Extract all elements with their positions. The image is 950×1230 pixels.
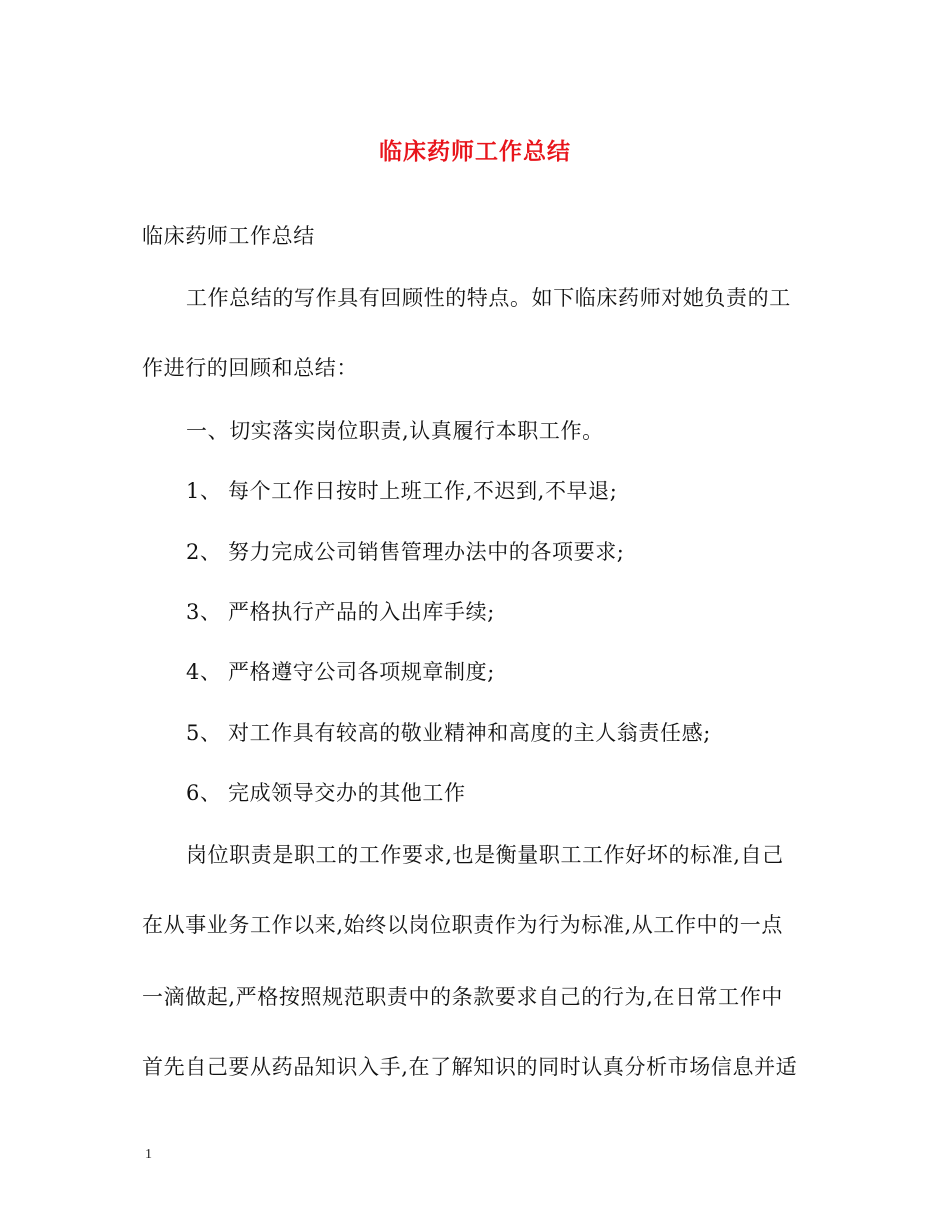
list-item-number: 4、 (186, 660, 222, 684)
list-item-number: 1、 (186, 479, 222, 503)
list-item (186, 476, 617, 506)
intro-line-2: 作进行的回顾和总结： (142, 356, 358, 380)
document-title: 临床药师工作总结 (379, 138, 571, 165)
list-item-number: 6、 (186, 781, 222, 805)
page-number: 1 (145, 1147, 152, 1162)
list-item (186, 778, 466, 808)
list-item (186, 718, 711, 748)
paragraph-line: 岗位职责是职工的工作要求,也是衡量职工工作好坏的标准,自己 (186, 843, 784, 867)
section-heading-1: 一、切实落实岗位职责,认真履行本职工作。 (186, 419, 604, 443)
paragraph-line: 首先自己要从药品知识入手,在了解知识的同时认真分析市场信息并适 (142, 1055, 798, 1079)
list-item (186, 537, 624, 567)
paragraph-line: 一滴做起,严格按照规范职责中的条款要求自己的行为,在日常工作中 (142, 985, 783, 1009)
list-item (186, 657, 495, 687)
list-item-number: 2、 (186, 540, 222, 564)
list-item-text: 严格执行产品的入出库手续; (228, 600, 495, 624)
list-item-text: 严格遵守公司各项规章制度; (228, 660, 495, 684)
list-item-number: 3、 (186, 600, 222, 624)
list-item (186, 597, 495, 627)
list-item-text: 完成领导交办的其他工作 (228, 781, 466, 805)
paragraph-line: 在从事业务工作以来,始终以岗位职责作为行为标准,从工作中的一点 (142, 913, 783, 937)
intro-line-1: 工作总结的写作具有回顾性的特点。如下临床药师对她负责的工 (186, 286, 791, 310)
list-item-number: 5、 (186, 721, 222, 745)
list-item-text: 努力完成公司销售管理办法中的各项要求; (228, 540, 625, 564)
list-item-text: 每个工作日按时上班工作,不迟到,不早退; (228, 479, 618, 503)
document-subtitle: 临床药师工作总结 (142, 224, 315, 248)
list-item-text: 对工作具有较高的敬业精神和高度的主人翁责任感; (228, 721, 711, 745)
